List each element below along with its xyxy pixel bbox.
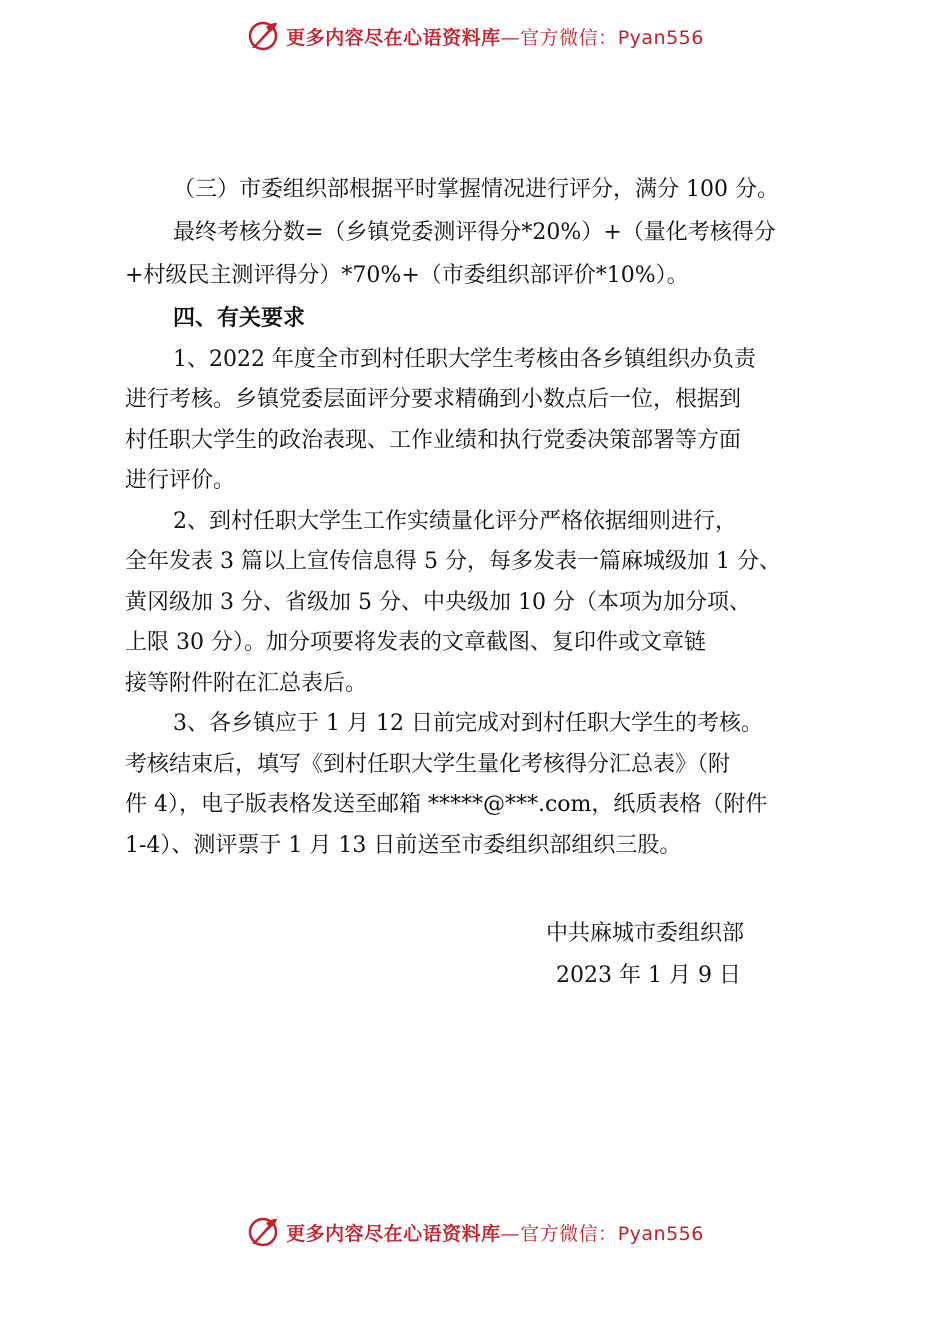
header-banner (0, 16, 950, 56)
body-line: 1-4）、测评票于 1 月 13 日前送至市委组织部组织三股。 (125, 832, 682, 858)
banner-dash: — (500, 1222, 521, 1245)
body-line: 3、各乡镇应于 1 月 12 日前完成对到村任职大学生的考核。 (173, 711, 763, 736)
banner-text (286, 1219, 704, 1246)
quill-logo-icon (246, 1215, 280, 1249)
banner-wechat-id: Pyan556 (617, 26, 704, 49)
body-line: 考核结束后，填写《到村任职大学生量化考核得分汇总表》（附 (125, 751, 731, 777)
banner-wechat-label: 官方微信： (520, 1222, 618, 1245)
banner-wechat-label: 官方微信： (520, 26, 618, 49)
body-line: 接等附件附在汇总表后。 (125, 670, 368, 696)
signature-date: 2023 年 1 月 9 日 (556, 963, 741, 988)
body-line: 2、到村任职大学生工作实绩量化评分严格依据细则进行， (173, 508, 737, 534)
body-line: +村级民主测评得分）*70%+（市委组织部评价*10%）。 (125, 262, 689, 288)
banner-main: 更多内容尽在心语资料库 (286, 26, 501, 49)
body-line: 进行评价。 (125, 468, 236, 493)
banner-text (286, 23, 704, 50)
banner-main: 更多内容尽在心语资料库 (286, 1222, 501, 1245)
body-line: 1、2022 年度全市到村任职大学生考核由各乡镇组织办负责 (173, 346, 756, 372)
body-line: 件 4），电子版表格发送至邮箱 *****@***.com，纸质表格（附件 (125, 792, 768, 817)
body-line: （三）市委组织部根据平时掌握情况进行评分，满分 100 分。 (173, 177, 779, 202)
body-line: 上限 30 分）。加分项要将发表的文章截图、复印件或文章链 (125, 630, 706, 655)
document-body (125, 170, 833, 866)
signature-org: 中共麻城市委组织部 (546, 921, 745, 946)
body-line: 进行考核。乡镇党委层面评分要求精确到小数点后一位，根据到 (125, 387, 742, 412)
section-heading: 四、有关要求 (173, 304, 306, 331)
body-line: 全年发表 3 篇以上宣传信息得 5 分，每多发表一篇麻城级加 1 分、 (125, 549, 781, 574)
banner-dash: — (500, 26, 521, 49)
body-line: 最终考核分数=（乡镇党委测评得分*20%）+（量化考核得分 (173, 219, 776, 245)
body-line: 黄冈级加 3 分、省级加 5 分、中央级加 10 分（本项为加分项、 (125, 589, 751, 615)
banner-wechat-id: Pyan556 (617, 1222, 704, 1245)
quill-logo-icon (246, 19, 280, 53)
body-line: 村任职大学生的政治表现、工作业绩和执行党委决策部署等方面 (125, 427, 742, 453)
footer-banner (0, 1212, 950, 1252)
